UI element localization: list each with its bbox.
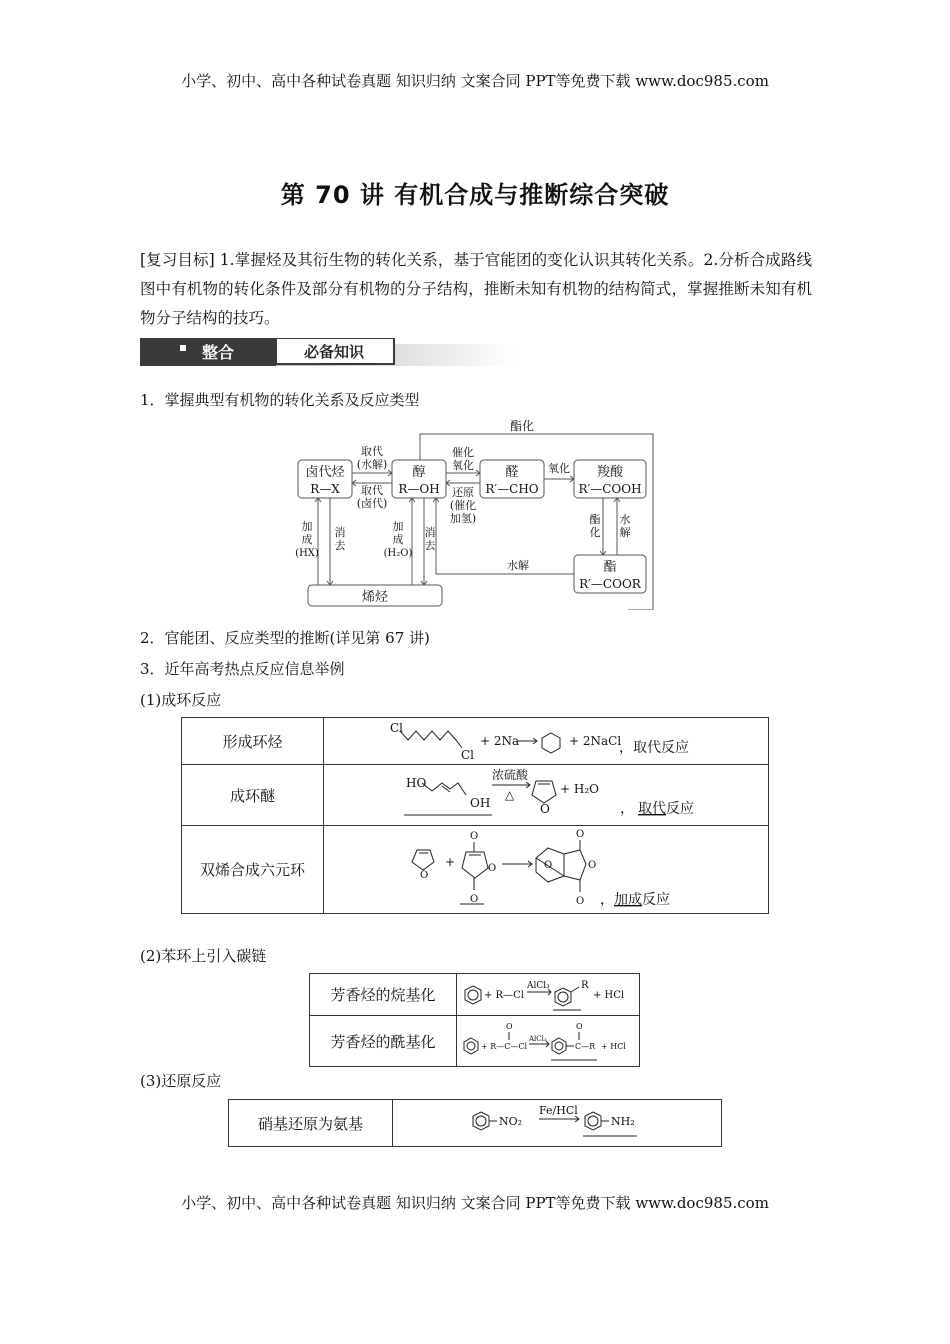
- acylation-hcl: + HCl: [601, 1042, 626, 1051]
- alkylation-catalyst: AlCl₃: [527, 981, 550, 991]
- ring-row3-comma: ，: [600, 892, 614, 908]
- reduction-label: 硝基还原为氨基: [229, 1100, 393, 1147]
- chlorine-2: Cl: [461, 748, 475, 762]
- benzene-ring-icon: [464, 1038, 478, 1054]
- benzene-row2-equation: [457, 1016, 640, 1067]
- nitro-group: NO₂: [499, 1115, 523, 1128]
- alkylation-svg: [457, 974, 639, 1015]
- benzene-product-icon: [552, 1038, 566, 1054]
- label-sub-1: 取代: [361, 445, 383, 458]
- ring-row3-type: 加成: [614, 892, 642, 908]
- ring-row2-equation: [324, 765, 769, 826]
- nitro-reduction-svg: [393, 1100, 721, 1146]
- label-cat-2: 氧化: [452, 459, 474, 472]
- anhydride-oxygen-1: O: [470, 831, 479, 842]
- aldehyde-formula: R′—CHO: [485, 482, 539, 496]
- acylation-catalyst: AlCl₃: [529, 1035, 547, 1043]
- label-add-2a: 加: [392, 520, 404, 533]
- benzene-row2-label: 芳香烃的酰基化: [310, 1016, 457, 1067]
- table-row: [229, 1100, 722, 1147]
- benzene-row1-label: 芳香烃的烷基化: [310, 974, 457, 1016]
- ring-row1-equation: [324, 718, 769, 765]
- label-add-1c: (HX): [295, 548, 319, 559]
- table-row: [182, 826, 769, 914]
- benzene-reaction-table: [309, 973, 640, 1067]
- label-add-2c: (H₂O): [383, 548, 413, 559]
- reduction-table: [228, 1099, 722, 1147]
- alkene-name: 烯烃: [361, 590, 389, 605]
- benzene-row1-equation: [457, 974, 640, 1016]
- table-row: [182, 718, 769, 765]
- section-2-heading: 2．官能团、反应类型的推断(详见第 67 讲): [140, 629, 430, 647]
- label-red-1: 还原: [452, 486, 474, 499]
- hydroxyl-1: HO: [406, 776, 427, 790]
- ketone-group: C—R: [575, 1042, 596, 1051]
- label-elim-1a: 消: [334, 526, 346, 539]
- label-elim-2b: 去: [424, 539, 436, 552]
- benzene-product-icon: [555, 988, 571, 1006]
- page-footer: 小学、初中、高中各种试卷真题 知识归纳 文案合同 PPT等免费下载 www.doc985.com: [181, 1194, 769, 1212]
- ring-oxygen: O: [540, 802, 550, 816]
- ring-row1-type: ，取代反应: [619, 740, 689, 756]
- plus-sign: +: [445, 855, 456, 869]
- product-oxygen-2: O: [588, 860, 597, 871]
- ketone-oxygen: O: [576, 1022, 583, 1031]
- ring-row2-type: 取代: [638, 801, 666, 817]
- label-red-2: (催化: [449, 499, 477, 512]
- acyl-oxygen: O: [506, 1022, 513, 1031]
- subheading-carbon-chain: (2)苯环上引入碳链: [140, 947, 267, 965]
- conversion-diagram: [290, 410, 660, 610]
- label-est-2: 化: [589, 526, 601, 539]
- alcohol-formula: R—OH: [398, 482, 440, 496]
- acyl-chloride: + R—C—Cl: [481, 1042, 528, 1051]
- sodium-chloride: + 2NaCl: [569, 734, 622, 748]
- page-title: 第 70 讲 有机合成与推断综合突破: [280, 181, 670, 209]
- ring-row3-type2: 反应: [642, 892, 670, 908]
- label-hyd-1: 水: [619, 513, 631, 526]
- label-elim-2a: 消: [424, 526, 436, 539]
- amino-group: NH₂: [611, 1115, 635, 1128]
- table-row: [182, 765, 769, 826]
- ring-row1-label: 形成环烃: [182, 718, 324, 765]
- acylation-svg: [457, 1016, 639, 1066]
- section-band: [140, 338, 516, 366]
- benzene-ring-icon: [465, 986, 481, 1004]
- aldehyde-name: 醛: [505, 465, 519, 480]
- haloalkane-name: 卤代烃: [305, 465, 345, 480]
- acid-name: 羧酸: [596, 465, 624, 480]
- water-product: + H₂O: [560, 782, 599, 796]
- label-hydrolysis: 水解: [507, 559, 529, 572]
- ring-row3-label: 双烯合成六元环: [182, 826, 324, 914]
- band-left-text: 整合: [202, 343, 235, 362]
- section-1-heading: 1．掌握典型有机物的转化关系及反应类型: [140, 391, 420, 409]
- cyclohexane-reaction-svg: [324, 718, 768, 764]
- review-label: [复习目标]: [140, 251, 215, 269]
- acid-formula: R′—COOH: [578, 482, 642, 496]
- label-hyd-2: 解: [619, 526, 631, 539]
- sodium-reagent: + 2Na: [480, 734, 520, 748]
- reduction-equation: [393, 1100, 722, 1147]
- table-row: [310, 1016, 640, 1067]
- ring-row2-condition: 浓硫酸: [492, 768, 529, 782]
- label-sub-2: 取代: [361, 484, 383, 497]
- subheading-reduction: (3)还原反应: [140, 1072, 222, 1090]
- table-row: [310, 974, 640, 1016]
- ring-row3-equation: [324, 826, 769, 914]
- cyclohexane-icon: [542, 733, 560, 753]
- ester-formula: R′—COOR: [579, 577, 641, 591]
- label-elim-1b: 去: [334, 539, 346, 552]
- label-cat-1: 催化: [452, 446, 474, 459]
- bridge-oxygen: O: [544, 860, 553, 871]
- section-3-heading: 3．近年高考热点反应信息举例: [140, 660, 345, 678]
- ring-row2-comma: ，: [620, 801, 634, 817]
- product-oxygen-3: O: [576, 896, 585, 907]
- hydroxyl-2: OH: [470, 796, 491, 810]
- furan-oxygen: O: [420, 870, 429, 881]
- band-right-text: 必备知识: [304, 343, 365, 361]
- review-paragraph: [140, 246, 812, 333]
- reduction-condition: Fe/HCl: [539, 1104, 578, 1117]
- maleic-anhydride-icon: [462, 852, 488, 878]
- alkylation-hcl: + HCl: [593, 990, 625, 1001]
- product-oxygen-1: O: [576, 829, 585, 840]
- aniline-icon: [585, 1112, 601, 1130]
- label-est-1: 酯: [589, 513, 601, 526]
- alkyl-halide: + R—Cl: [484, 990, 524, 1001]
- label-esterification: 酯化: [509, 419, 535, 433]
- nitrobenzene-icon: [473, 1112, 489, 1130]
- alcohol-name: 醇: [412, 465, 426, 480]
- review-text: 1.掌握烃及其衍生物的转化关系，基于官能团的变化认识其转化关系。2.分析合成路线图中有机物的转化条件及部分有机物的分子结构，推断未知有机物的结构简式，掌握推断未知有机物分子结构的技巧。: [140, 251, 812, 327]
- heat-symbol: △: [505, 788, 515, 802]
- label-add-1b: 成: [301, 533, 313, 546]
- ring-row2-type2: 反应: [666, 801, 694, 817]
- page-header: 小学、初中、高中各种试卷真题 知识归纳 文案合同 PPT等免费下载 www.doc985.com: [181, 72, 769, 90]
- cyclic-ether-reaction-svg: [324, 765, 768, 825]
- label-add-1a: 加: [301, 520, 313, 533]
- anhydride-oxygen-3: O: [470, 894, 479, 905]
- label-sub-2b: (卤代): [356, 497, 388, 510]
- ring-reaction-table: [181, 717, 769, 914]
- alkyl-group: R: [581, 980, 589, 991]
- anhydride-oxygen-2: O: [488, 863, 497, 874]
- ring-row2-label: 成环醚: [182, 765, 324, 826]
- label-oxidation: 氧化: [548, 462, 570, 475]
- label-add-2b: 成: [392, 533, 404, 546]
- subheading-ring-forming: (1)成环反应: [140, 691, 222, 709]
- haloalkane-formula: R—X: [310, 482, 340, 496]
- ester-name: 酯: [603, 560, 617, 575]
- label-sub-1b: (水解): [356, 458, 388, 471]
- diels-alder-reaction-svg: [324, 826, 768, 913]
- label-red-3: 加氢): [449, 512, 477, 525]
- chlorine-1: Cl: [390, 721, 404, 735]
